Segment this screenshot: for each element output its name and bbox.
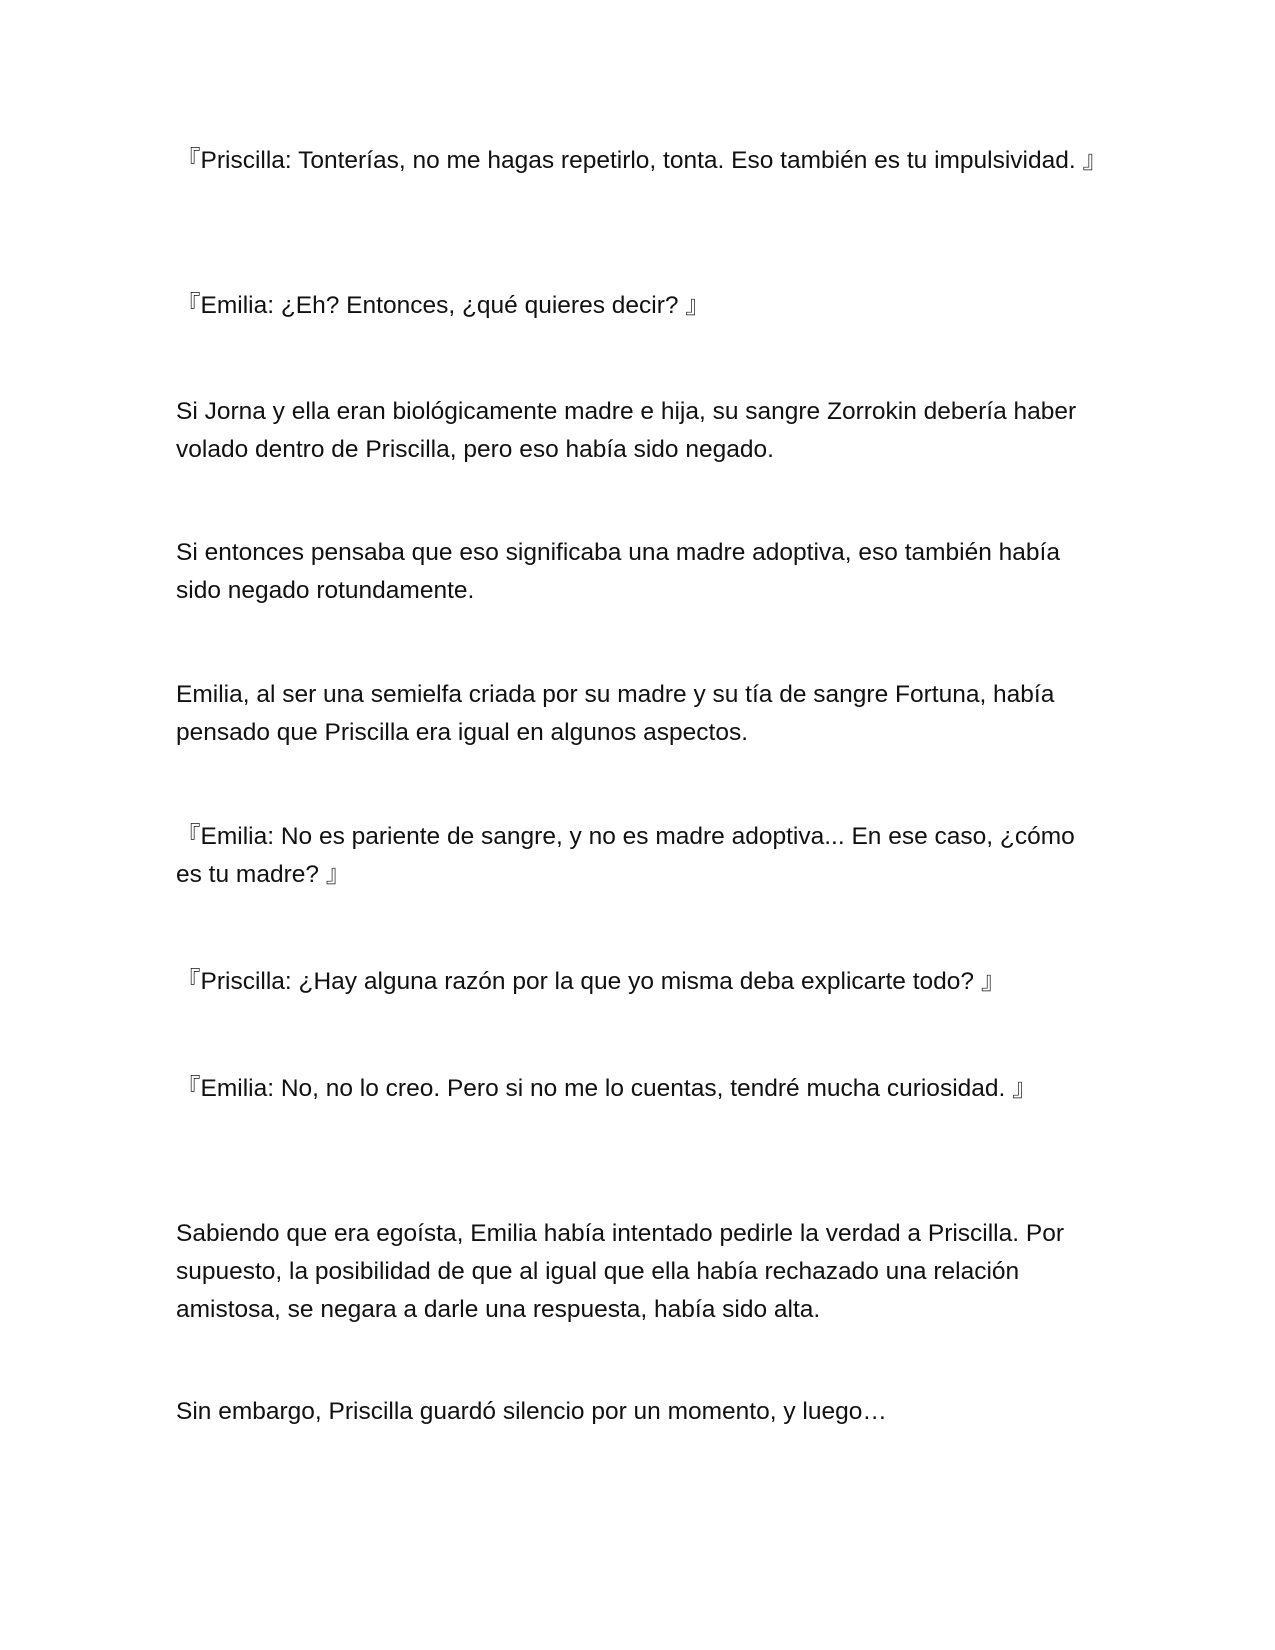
paragraph-2: 『Emilia: ¿Eh? Entonces, ¿qué quieres decir? 』 (176, 292, 710, 319)
paragraph-5: Emilia, al ser una semielfa criada por su madre y su tía de sangre Fortuna, había pensado que Priscilla era igual en algunos aspectos. (176, 681, 1055, 746)
paragraph-10: Sin embargo, Priscilla guardó silencio por un momento, y luego… (176, 1398, 887, 1425)
paragraph-4: Si entonces pensaba que eso significaba una madre adoptiva, eso también había sido negado rotundamente. (176, 539, 1060, 604)
paragraph-6: 『Emilia: No es pariente de sangre, y no es madre adoptiva... En ese caso, ¿cómo es tu madre? 』 (176, 823, 1075, 888)
paragraph-7: 『Priscilla: ¿Hay alguna razón por la que yo misma deba explicarte todo? 』 (176, 968, 1006, 995)
paragraph-1: 『Priscilla: Tonterías, no me hagas repetirlo, tonta. Eso también es tu impulsividad. 』 (176, 147, 1107, 174)
paragraph-8: 『Emilia: No, no lo creo. Pero si no me lo cuentas, tendré mucha curiosidad. 』 (176, 1075, 1037, 1102)
paragraph-3: Si Jorna y ella eran biológicamente madre e hija, su sangre Zorrokin debería haber volado dentro de Priscilla, pero eso había sido negado. (176, 398, 1077, 463)
paragraph-9: Sabiendo que era egoísta, Emilia había intentado pedirle la verdad a Priscilla. Por supuesto, la posibilidad de que al igual que ella había rechazado una relación amistosa, se negara a darle una respuesta, había sido alta. (176, 1220, 1064, 1323)
